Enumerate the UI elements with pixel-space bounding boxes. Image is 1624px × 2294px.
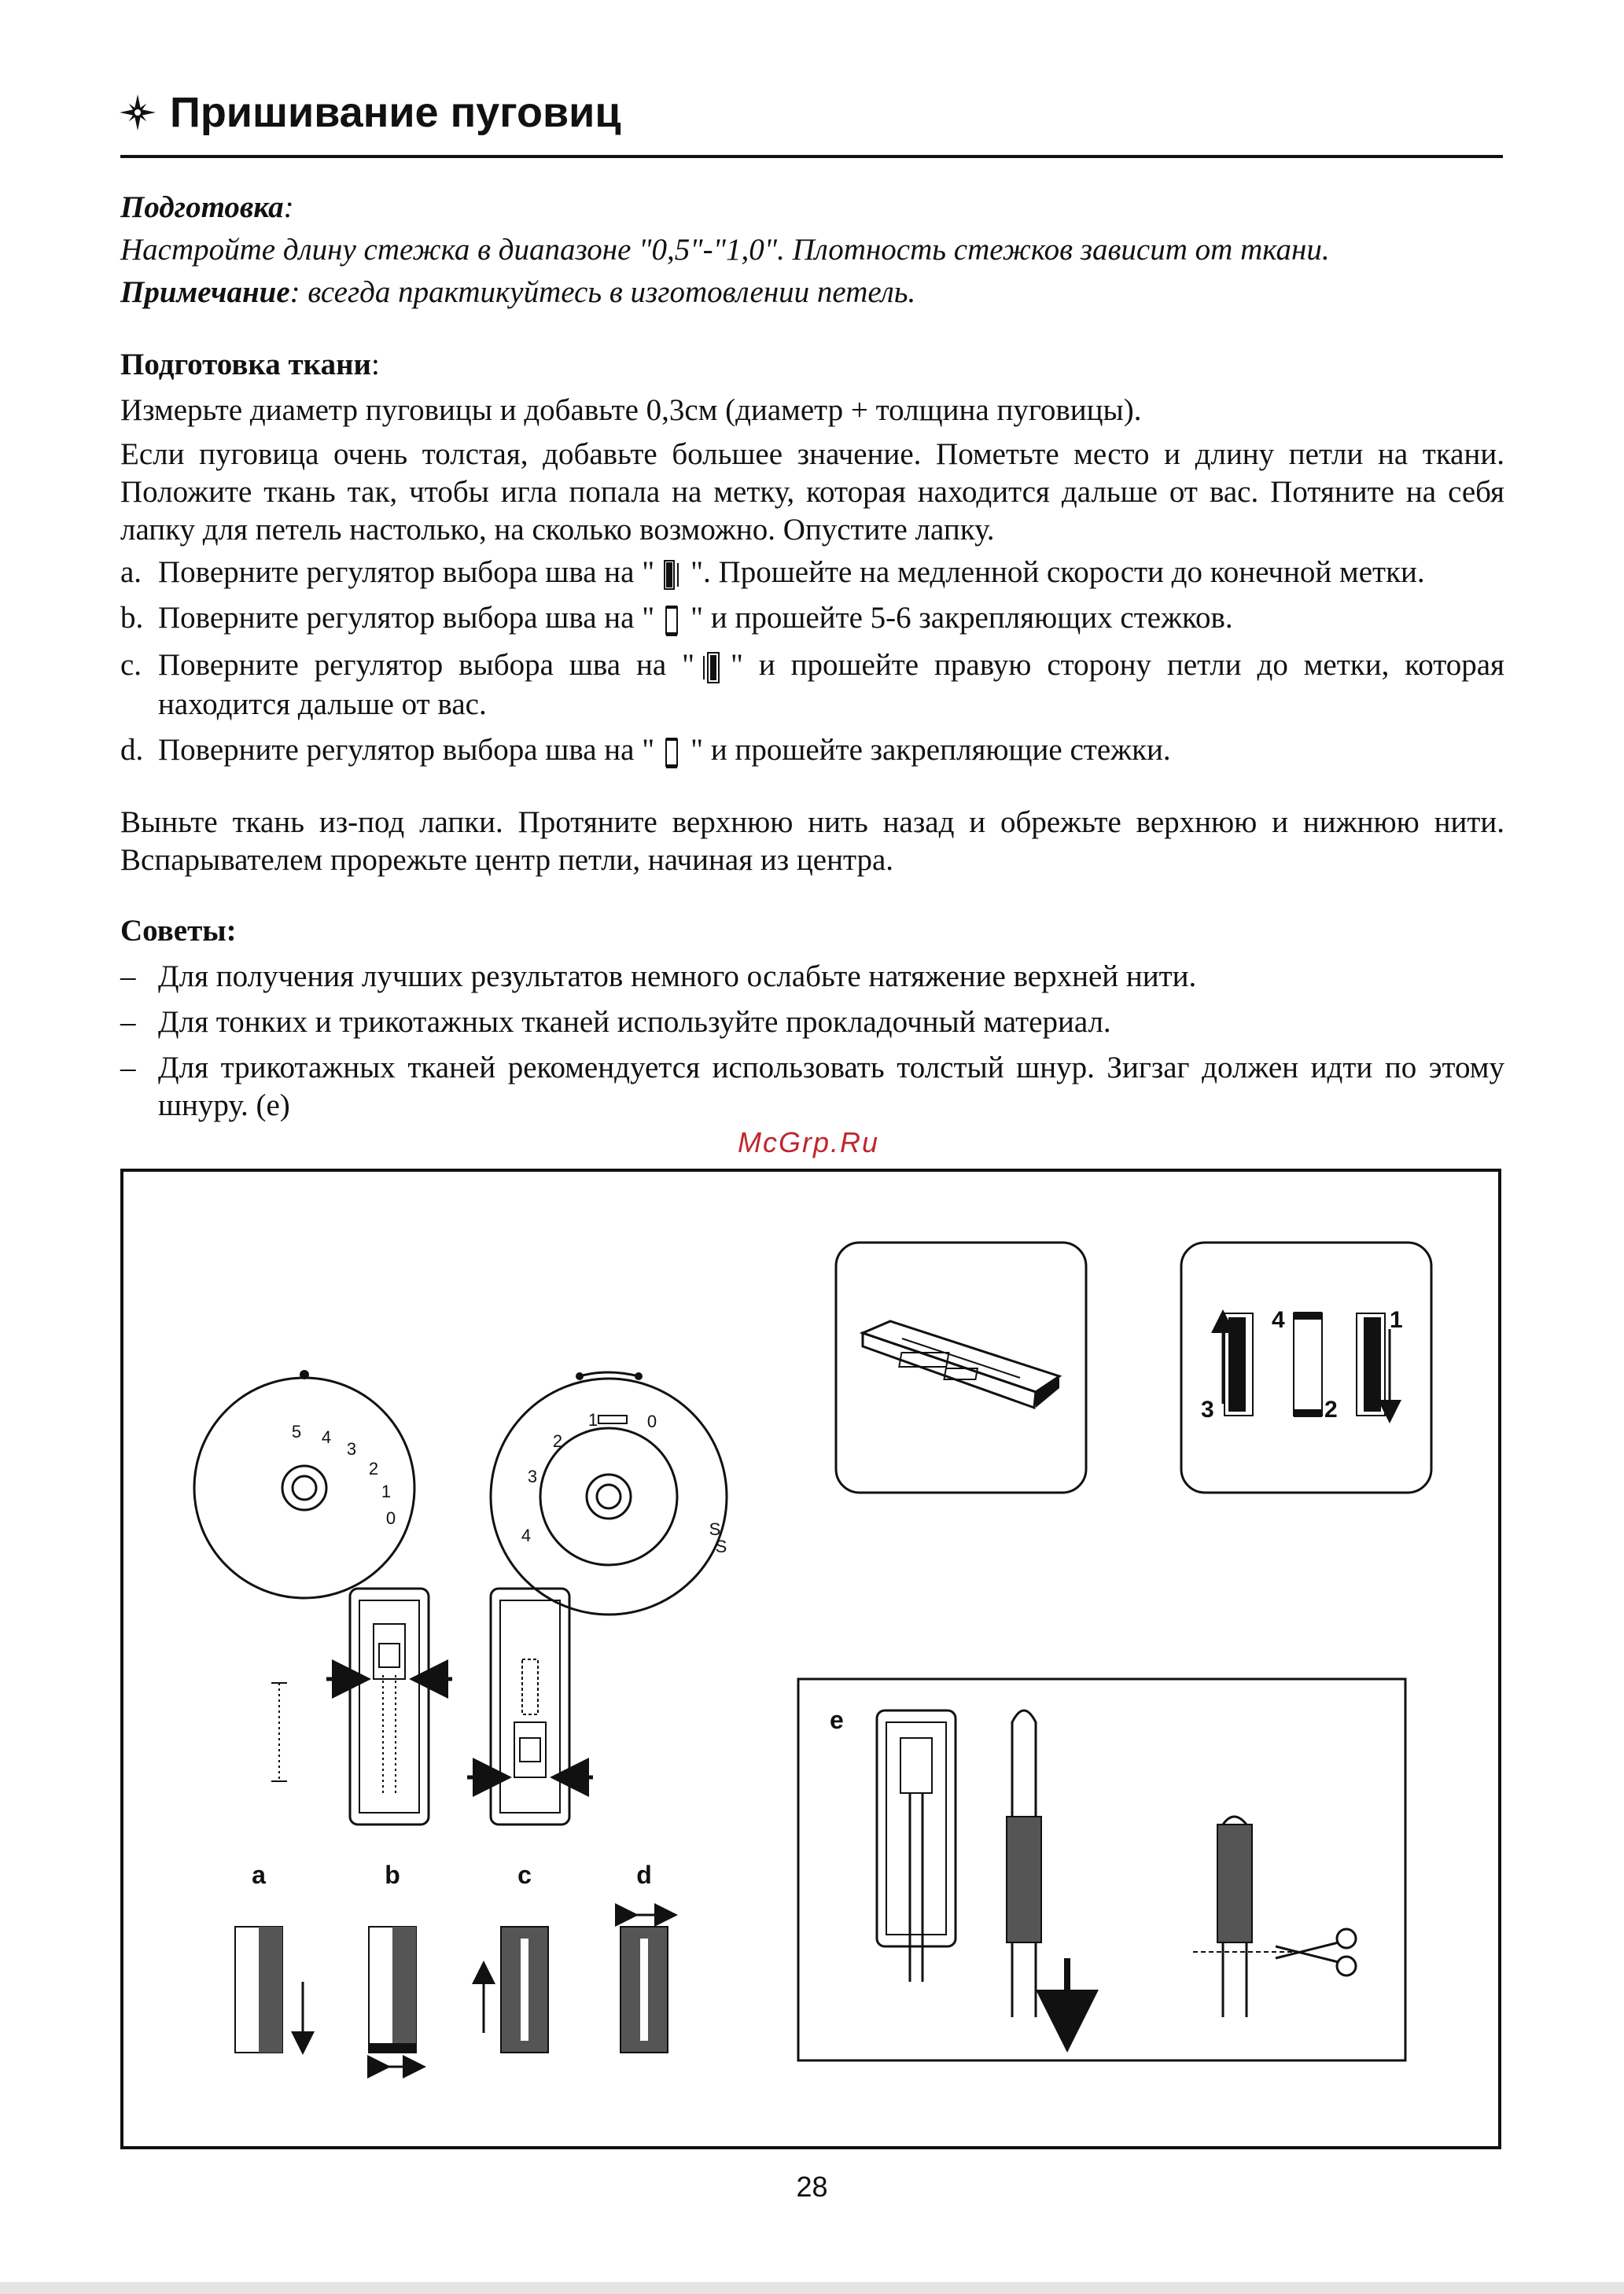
dial2-number: S bbox=[709, 1519, 721, 1539]
dial2-number: 3 bbox=[527, 1467, 538, 1486]
step-text-before: Поверните регулятор выбора шва на " bbox=[158, 555, 655, 589]
step-text-before: Поверните регулятор выбора шва на " bbox=[158, 601, 655, 635]
dial1-number: 0 bbox=[385, 1508, 396, 1528]
dial2-number: S bbox=[715, 1537, 727, 1556]
tip-text: Для получения лучших результатов немного ослабьте натяжение верхней нити. bbox=[158, 959, 1197, 994]
page-number: 28 bbox=[796, 2171, 828, 2203]
steps-list bbox=[120, 554, 1504, 771]
sequence-number: 3 bbox=[1201, 1397, 1214, 1423]
preparation-note bbox=[120, 274, 1504, 311]
note-text: : всегда практикуйтесь в изготовлении петель. bbox=[289, 275, 916, 309]
fabric-para-1: Измерьте диаметр пуговицы и добавьте 0,3см (диаметр + толщина пуговицы). bbox=[120, 393, 1142, 427]
dial1-number: 4 bbox=[321, 1427, 332, 1447]
tip-marker: – bbox=[120, 959, 136, 994]
tip-text: Для трикотажных тканей рекомендуется использовать толстый шнур. Зигзаг должен идти по этому шнуру. (e) bbox=[158, 1051, 1504, 1123]
dial1-number: 1 bbox=[381, 1482, 392, 1501]
step-marker: a. bbox=[120, 555, 142, 589]
step-text-after: " и прошейте 5-6 закрепляющих стежков. bbox=[690, 601, 1233, 635]
preparation-label-suffix: : bbox=[283, 190, 294, 224]
step-text-before: Поверните регулятор выбора шва на " bbox=[158, 733, 655, 768]
illustration-frame bbox=[120, 1169, 1501, 2149]
tips-heading-text: Советы: bbox=[120, 914, 237, 948]
step-label: d bbox=[636, 1861, 652, 1889]
stitch-pattern-b-icon bbox=[659, 602, 686, 639]
list-item bbox=[120, 731, 1504, 771]
title-divider bbox=[120, 155, 1503, 158]
step-text bbox=[158, 646, 1504, 724]
step-text-before: Поверните регулятор выбора шва на " bbox=[158, 648, 695, 683]
cord-buttonhole-inset bbox=[798, 1679, 1405, 2060]
list-item bbox=[120, 1003, 1504, 1041]
preparation-heading bbox=[120, 189, 1504, 226]
dial2-number: 1 bbox=[587, 1410, 598, 1430]
pattern-selector-dial bbox=[491, 1372, 727, 1615]
step-text-after: " и прошейте правую сторону петли до метки, которая находится дальше от вас. bbox=[158, 648, 1504, 722]
illustration bbox=[123, 1172, 1498, 2146]
dial1-number: 2 bbox=[368, 1459, 379, 1478]
finish-paragraph: Выньте ткань из-под лапки. Протяните верхнюю нить назад и обрежьте верхнюю и нижнюю нити. Вспарывателем прорежьте центр петли, начиная из центра. bbox=[120, 805, 1504, 878]
tip-marker: – bbox=[120, 1005, 136, 1040]
buttonhole-foot-illustration bbox=[836, 1243, 1086, 1493]
sequence-number: 4 bbox=[1272, 1307, 1285, 1333]
tips-heading bbox=[120, 912, 1504, 950]
watermark: McGrp.Ru bbox=[738, 1126, 880, 1158]
preparation-label: Подготовка bbox=[120, 190, 284, 224]
step-label: b bbox=[385, 1861, 400, 1889]
stitch-results-illustration bbox=[235, 1915, 668, 2067]
dial2-number: 0 bbox=[646, 1412, 657, 1431]
foot-positioning-illustration bbox=[271, 1589, 593, 1825]
step-text bbox=[158, 554, 1425, 591]
list-item bbox=[120, 646, 1504, 724]
inset-label: e bbox=[830, 1706, 844, 1734]
step-text bbox=[158, 599, 1233, 639]
step-marker: b. bbox=[120, 601, 144, 635]
dial1-number: 5 bbox=[291, 1422, 302, 1442]
step-text bbox=[158, 731, 1171, 771]
fabric-para-2: Если пуговица очень толстая, добавьте большее значение. Пометьте место и длину петли на ткани. Положите ткань так, чтобы игла попала на метку, которая находится дальше от вас. Потяните на себя лапку для петель настолько, на сколько возможно. Опустите лапку. bbox=[120, 437, 1504, 547]
tips-section bbox=[120, 912, 1504, 1125]
step-label: c bbox=[517, 1861, 532, 1889]
preparation-text: Настройте длину стежка в диапазоне "0,5"-"1,0". Плотность стежков зависит от ткани. bbox=[120, 233, 1330, 267]
stitch-pattern-a-icon bbox=[659, 558, 686, 591]
sparkle-star-icon bbox=[118, 93, 157, 132]
step-text-after: ". Прошейте на медленной скорости до конечной метки. bbox=[690, 555, 1425, 589]
tip-marker: – bbox=[120, 1051, 136, 1085]
sequence-number: 1 bbox=[1390, 1307, 1403, 1333]
list-item bbox=[120, 554, 1504, 591]
buttonhole-sequence-illustration bbox=[1181, 1243, 1431, 1493]
fabric-section bbox=[120, 346, 1504, 1125]
list-item bbox=[120, 958, 1504, 996]
step-text-after: " и прошейте закрепляющие стежки. bbox=[690, 733, 1171, 768]
bottom-scan-strip bbox=[0, 2282, 1624, 2294]
page-title-text: Пришивание пуговиц bbox=[170, 89, 621, 136]
sequence-number: 2 bbox=[1324, 1397, 1338, 1423]
page-title bbox=[118, 88, 621, 137]
stitch-length-dial bbox=[194, 1370, 414, 1598]
step-marker: c. bbox=[120, 648, 142, 683]
dial2-number: 4 bbox=[521, 1526, 532, 1545]
preparation-block bbox=[120, 189, 1504, 311]
note-label: Примечание bbox=[120, 275, 290, 309]
stitch-pattern-d-icon bbox=[659, 735, 686, 771]
fabric-heading-suffix: : bbox=[371, 348, 380, 381]
stitch-pattern-c-icon bbox=[699, 650, 726, 686]
dial2-number: 2 bbox=[552, 1431, 563, 1451]
list-item bbox=[120, 599, 1504, 639]
step-marker: d. bbox=[120, 733, 144, 768]
fabric-heading-text: Подготовка ткани bbox=[120, 348, 372, 381]
step-label: a bbox=[252, 1861, 266, 1889]
dial1-number: 3 bbox=[346, 1439, 357, 1459]
tip-text: Для тонких и трикотажных тканей используйте прокладочный материал. bbox=[158, 1005, 1111, 1040]
list-item bbox=[120, 1049, 1504, 1125]
fabric-heading bbox=[120, 346, 1504, 384]
